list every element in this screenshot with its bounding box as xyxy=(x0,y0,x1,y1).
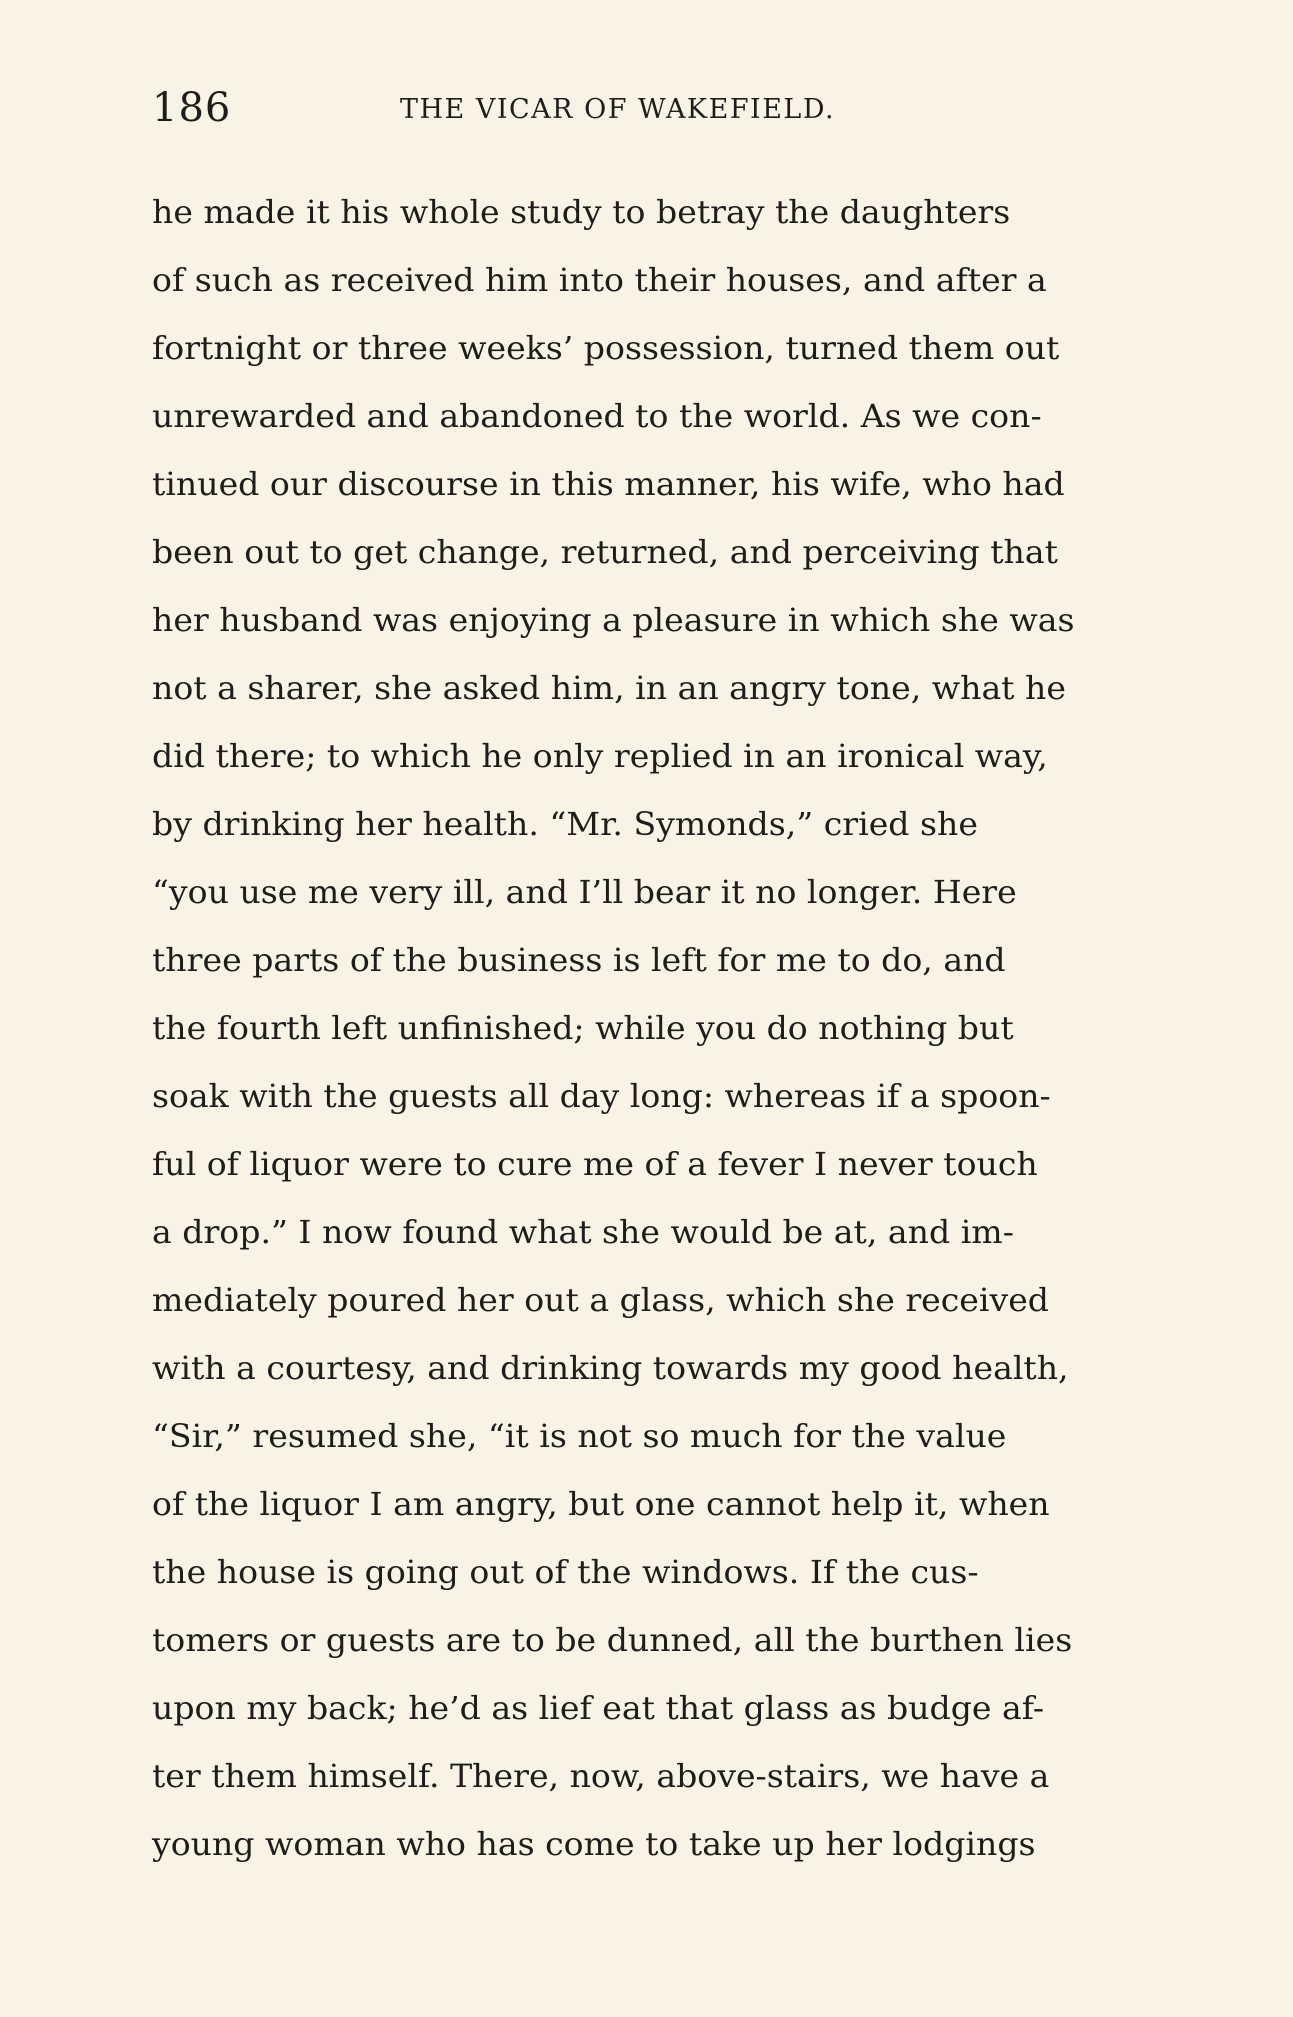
text-line: three parts of the business is left for me to do, and xyxy=(152,941,1006,979)
page-number: 186 xyxy=(152,85,232,131)
text-line: of such as received him into their houses, and after a xyxy=(152,261,1047,299)
text-line: her husband was enjoying a pleasure in which she was xyxy=(152,601,1075,639)
text-line: “you use me very ill, and I’ll bear it no longer. Here xyxy=(152,873,1017,911)
text-line: “Sir,” resumed she, “it is not so much for the value xyxy=(152,1417,1007,1455)
text-line: mediately poured her out a glass, which she received xyxy=(152,1281,1050,1319)
text-line: upon my back; he’d as lief eat that glass as budge af- xyxy=(152,1689,1045,1727)
text-line: with a courtesy, and drinking towards my good health, xyxy=(152,1349,1069,1387)
text-line: the house is going out of the windows. If the cus- xyxy=(152,1553,979,1591)
text-line: did there; to which he only replied in an ironical way, xyxy=(152,737,1048,775)
body-text xyxy=(152,178,1202,1878)
running-title: THE VICAR OF WAKEFIELD. xyxy=(400,94,836,125)
text-line: young woman who has come to take up her lodgings xyxy=(152,1825,1036,1863)
text-line: unrewarded and abandoned to the world. As we con- xyxy=(152,397,1042,435)
text-line: by drinking her health. “Mr. Symonds,” cried she xyxy=(152,805,978,843)
text-line: of the liquor I am angry, but one cannot help it, when xyxy=(152,1485,1050,1523)
text-line: ter them himself. There, now, above-stairs, we have a xyxy=(152,1757,1050,1795)
text-line: ful of liquor were to cure me of a fever I never touch xyxy=(152,1145,1038,1183)
text-line: fortnight or three weeks’ possession, turned them out xyxy=(152,329,1060,367)
text-line: a drop.” I now found what she would be at, and im- xyxy=(152,1213,1014,1251)
text-line: soak with the guests all day long: whereas if a spoon- xyxy=(152,1077,1051,1115)
text-line: the fourth left unfinished; while you do nothing but xyxy=(152,1009,1014,1047)
page-header xyxy=(152,82,954,142)
text-line: not a sharer, she asked him, in an angry tone, what he xyxy=(152,669,1066,707)
text-line: tinued our discourse in this manner, his wife, who had xyxy=(152,465,1065,503)
text-line: he made it his whole study to betray the daughters xyxy=(152,193,1011,231)
text-line: tomers or guests are to be dunned, all the burthen lies xyxy=(152,1621,1073,1659)
text-line: been out to get change, returned, and perceiving that xyxy=(152,533,1058,571)
